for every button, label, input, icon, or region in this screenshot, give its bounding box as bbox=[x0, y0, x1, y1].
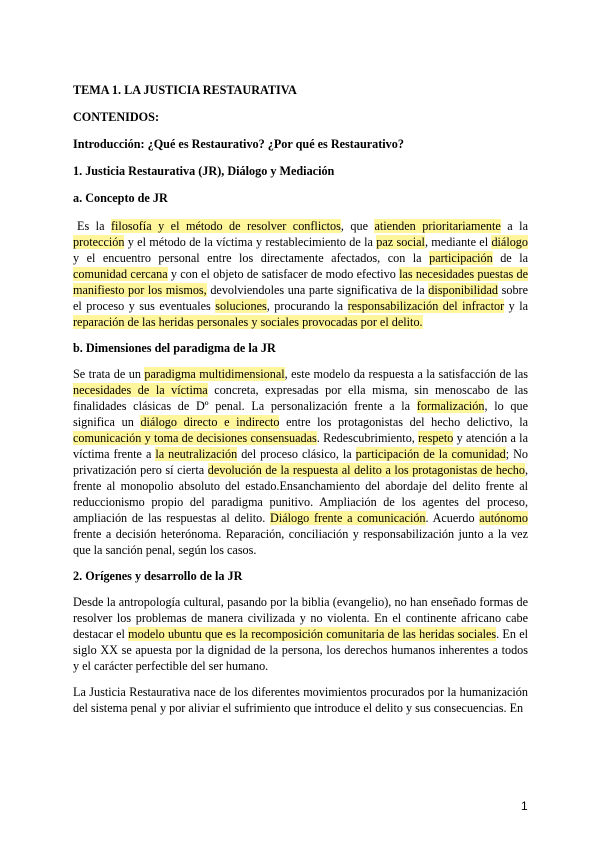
highlighted-text: disponibilidad bbox=[428, 283, 498, 297]
text-run: , que bbox=[340, 219, 375, 233]
highlighted-text: modelo ubuntu que es la recomposición comunitaria de las heridas sociales bbox=[128, 627, 497, 641]
highlighted-text: respeto bbox=[418, 431, 454, 445]
highlighted-text: soluciones bbox=[215, 299, 267, 313]
highlighted-text: reparación de las heridas personales y sociales provocadas por el delito. bbox=[73, 315, 423, 329]
text-run: devolviendoles una parte significativa de la bbox=[206, 283, 429, 297]
paragraph-concepto bbox=[73, 218, 528, 330]
highlighted-text: devolución de la respuesta al delito a los protagonistas de hecho bbox=[207, 463, 525, 477]
text-run: ; No privatización pero sí cierta bbox=[73, 447, 528, 477]
highlighted-text: diálogo bbox=[491, 235, 528, 249]
text-run: entre los protagonistas del hecho delictivo, la bbox=[279, 415, 529, 429]
text-run: , lo que significa un bbox=[73, 399, 528, 429]
highlighted-text: Diálogo frente a comunicación bbox=[270, 511, 426, 525]
text-run: y la bbox=[504, 299, 529, 313]
text-run: y con el objeto de satisfacer de modo efectivo bbox=[167, 267, 400, 281]
text-run: , procurando la bbox=[266, 299, 348, 313]
text-run: , mediante el bbox=[424, 235, 492, 249]
highlighted-text: filosofía y el método de resolver conflictos bbox=[110, 219, 341, 233]
highlighted-text: participación de la comunidad bbox=[355, 447, 506, 461]
paragraph-origenes-2 bbox=[73, 684, 528, 716]
document-body bbox=[73, 82, 528, 716]
page-number: 1 bbox=[521, 799, 528, 813]
text-run: sobre el proceso y sus eventuales bbox=[73, 283, 529, 313]
text-run: , este modelo da respuesta a la satisfacción de las bbox=[284, 367, 528, 381]
heading-introduccion: Introducción: ¿Qué es Restaurativo? ¿Por qué es Restaurativo? bbox=[73, 137, 404, 151]
text-run: , frente al monopolio absoluto del estado.Ensanchamiento del abordaje del delito frente al reduccionismo propio del paradigma punitivo. Ampliación de los agentes del proceso, ampliación de las respuestas al delito. bbox=[73, 463, 528, 525]
heading-contenidos: CONTENIDOS: bbox=[73, 110, 160, 124]
text-run: concreta, expresadas por ella misma, sin menoscabo de las finalidades clásicas de Dº penal. La personalización frente a la bbox=[73, 383, 528, 413]
text-run: y el encuentro personal entre los directamente afectados, con la bbox=[73, 251, 430, 265]
highlighted-text: diálogo directo e indirecto bbox=[140, 415, 280, 429]
title-tema: TEMA 1. LA JUSTICIA RESTAURATIVA bbox=[73, 83, 297, 97]
highlighted-text: formalización bbox=[416, 399, 485, 413]
heading-section-a: a. Concepto de JR bbox=[73, 191, 168, 205]
text-run: Es la bbox=[77, 219, 111, 233]
highlighted-text: protección bbox=[73, 235, 125, 249]
heading-section-b: b. Dimensiones del paradigma de la JR bbox=[73, 341, 276, 355]
highlighted-text: la neutralización bbox=[155, 447, 238, 461]
highlighted-text: paradigma multidimensional bbox=[144, 367, 285, 381]
highlighted-text: responsabilización del infractor bbox=[347, 299, 505, 313]
text-run: Se trata de un bbox=[73, 367, 145, 381]
paragraph-dimensiones bbox=[73, 366, 528, 558]
highlighted-text: participación bbox=[429, 251, 493, 265]
paragraph-origenes-1 bbox=[73, 594, 528, 674]
highlighted-text: paz social bbox=[376, 235, 425, 249]
text-run: y atención a la víctima frente a bbox=[73, 431, 528, 461]
highlighted-text: comunicación y toma de decisiones consensuadas bbox=[73, 431, 317, 445]
text-run: . Redescubrimiento, bbox=[316, 431, 419, 445]
highlighted-text: comunidad cercana bbox=[73, 267, 168, 281]
highlighted-text: las necesidades puestas de manifiesto por los mismos, bbox=[73, 267, 528, 297]
text-run: . Acuerdo bbox=[425, 511, 480, 525]
text-run: de la bbox=[492, 251, 528, 265]
text-run: a la bbox=[500, 219, 528, 233]
highlighted-text: atienden prioritariamente bbox=[374, 219, 501, 233]
heading-section-1: 1. Justicia Restaurativa (JR), Diálogo y Mediación bbox=[73, 164, 335, 178]
text-run: frente a decisión heterónoma. Reparación, conciliación y responsabilización junto a la vez que la sanción penal, según los casos. bbox=[73, 527, 528, 557]
highlighted-text: necesidades de la víctima bbox=[73, 383, 208, 397]
highlighted-text: autónomo bbox=[479, 511, 528, 525]
text-run: Desde la antropología cultural, pasando por la biblia (evangelio), no han enseñado formas de resolver los problemas de manera civilizada y no violenta. En el continente africano cabe destacar el bbox=[73, 595, 528, 641]
text-run: del proceso clásico, la bbox=[237, 447, 356, 461]
heading-section-2: 2. Orígenes y desarrollo de la JR bbox=[73, 569, 243, 583]
text-run: La Justicia Restaurativa nace de los diferentes movimientos procurados por la humanización del sistema penal y por aliviar el sufrimiento que introduce el delito y sus consecuencias. En bbox=[73, 685, 528, 715]
text-run: . En el siglo XX se apuesta por la dignidad de la persona, los derechos humanos inherentes a todos y el carácter perfectible del ser humano. bbox=[73, 627, 528, 673]
text-run: y el método de la víctima y restablecimiento de la bbox=[124, 235, 377, 249]
